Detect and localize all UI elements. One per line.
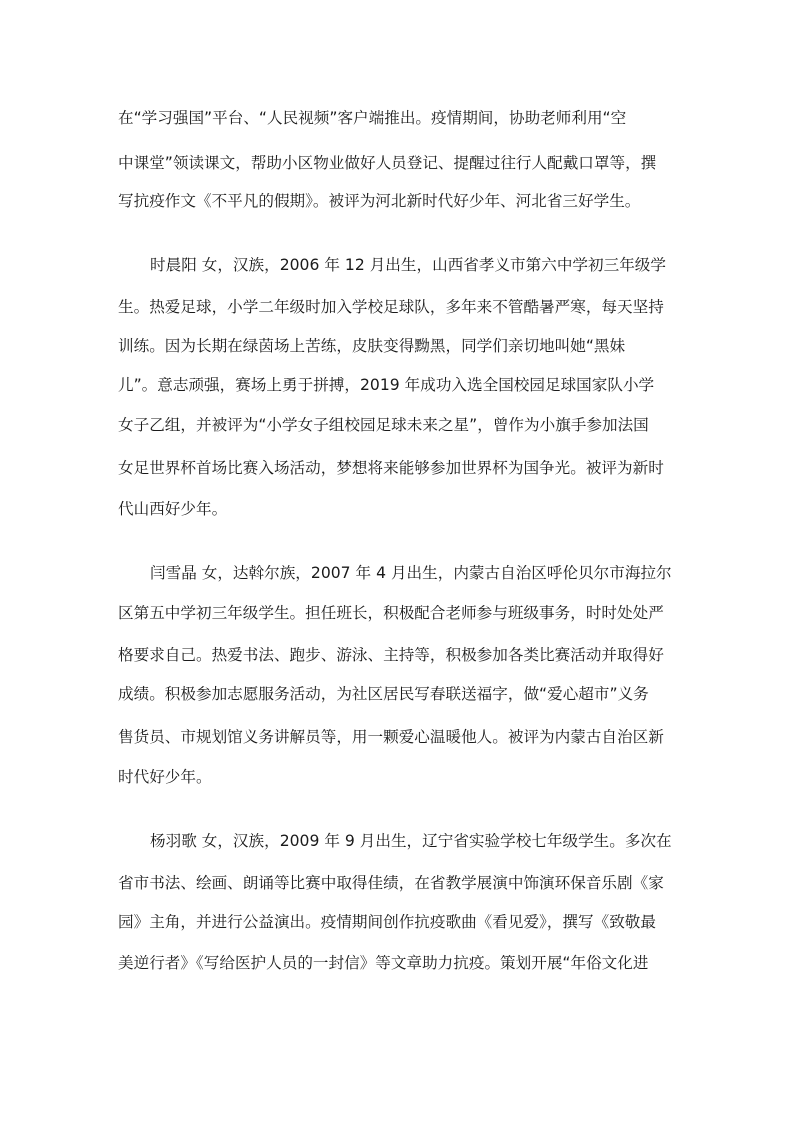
paragraph-4-line-1: 杨羽歌 女，汉族，2009 年 9 月出生，辽宁省实验学校七年级学生。多次在 — [150, 832, 672, 850]
paragraph-2-line-4: 儿”。意志顽强，赛场上勇于拼搏，2019 年成功入选全国校园足球国家队小学 — [118, 376, 655, 394]
paragraph-2-line-2: 生。热爱足球，小学二年级时加入学校足球队，多年来不管酷暑严寒，每天坚持 — [118, 298, 664, 316]
paragraph-1-line-2: 中课堂”领读课文，帮助小区物业做好人员登记、提醒过往行人配戴口罩等，撰 — [118, 154, 657, 172]
paragraph-2-line-3: 训练。因为长期在绿茵场上苦练，皮肤变得黝黑，同学们亲切地叫她“黑妹 — [118, 337, 626, 355]
paragraph-3-line-1: 闫雪晶 女，达斡尔族，2007 年 4 月出生，内蒙古自治区呼伦贝尔市海拉尔 — [150, 564, 672, 582]
paragraph-2-line-5: 女子乙组，并被评为“小学女子组校园足球未来之星”，曾作为小旗手参加法国 — [118, 416, 649, 434]
paragraph-4-line-2: 省市书法、绘画、朗诵等比赛中取得佳绩，在省教学展演中饰演环保音乐剧《家 — [118, 874, 664, 892]
paragraph-1-line-3: 写抗疫作文《不平凡的假期》。被评为河北新时代好少年、河北省三好学生。 — [118, 192, 641, 210]
paragraph-3-line-5: 售货员、市规划馆义务讲解员等，用一颗爱心温暖他人。被评为内蒙古自治区新 — [118, 728, 664, 746]
paragraph-4-line-3: 园》主角，并进行公益演出。疫情期间创作抗疫歌曲《看见爱》，撰写《致敬最 — [118, 913, 656, 931]
paragraph-3-line-3: 格要求自己。热爱书法、跑步、游泳、主持等，积极参加各类比赛活动并取得好 — [118, 646, 664, 664]
paragraph-3-line-2: 区第五中学初三年级学生。担任班长，积极配合老师参与班级事务，时时处处严 — [118, 604, 664, 622]
paragraph-1-line-1: 在“学习强国”平台、“人民视频”客户端推出。疫情期间，协助老师利用“空 — [118, 109, 627, 127]
paragraph-4-line-4: 美逆行者》《写给医护人员的一封信》等文章助力抗疫。策划开展“年俗文化进 — [118, 954, 649, 972]
paragraph-2-line-6: 女足世界杯首场比赛入场活动，梦想将来能够参加世界杯为国争光。被评为新时 — [118, 459, 664, 477]
paragraph-3-line-6: 时代好少年。 — [118, 768, 212, 786]
paragraph-2-line-1: 时晨阳 女，汉族，2006 年 12 月出生，山西省孝义市第六中学初三年级学 — [150, 256, 666, 274]
paragraph-3-line-4: 成绩。积极参加志愿服务活动，为社区居民写春联送福字，做“爱心超市”义务 — [118, 685, 649, 703]
paragraph-2-line-7: 代山西好少年。 — [118, 500, 228, 518]
